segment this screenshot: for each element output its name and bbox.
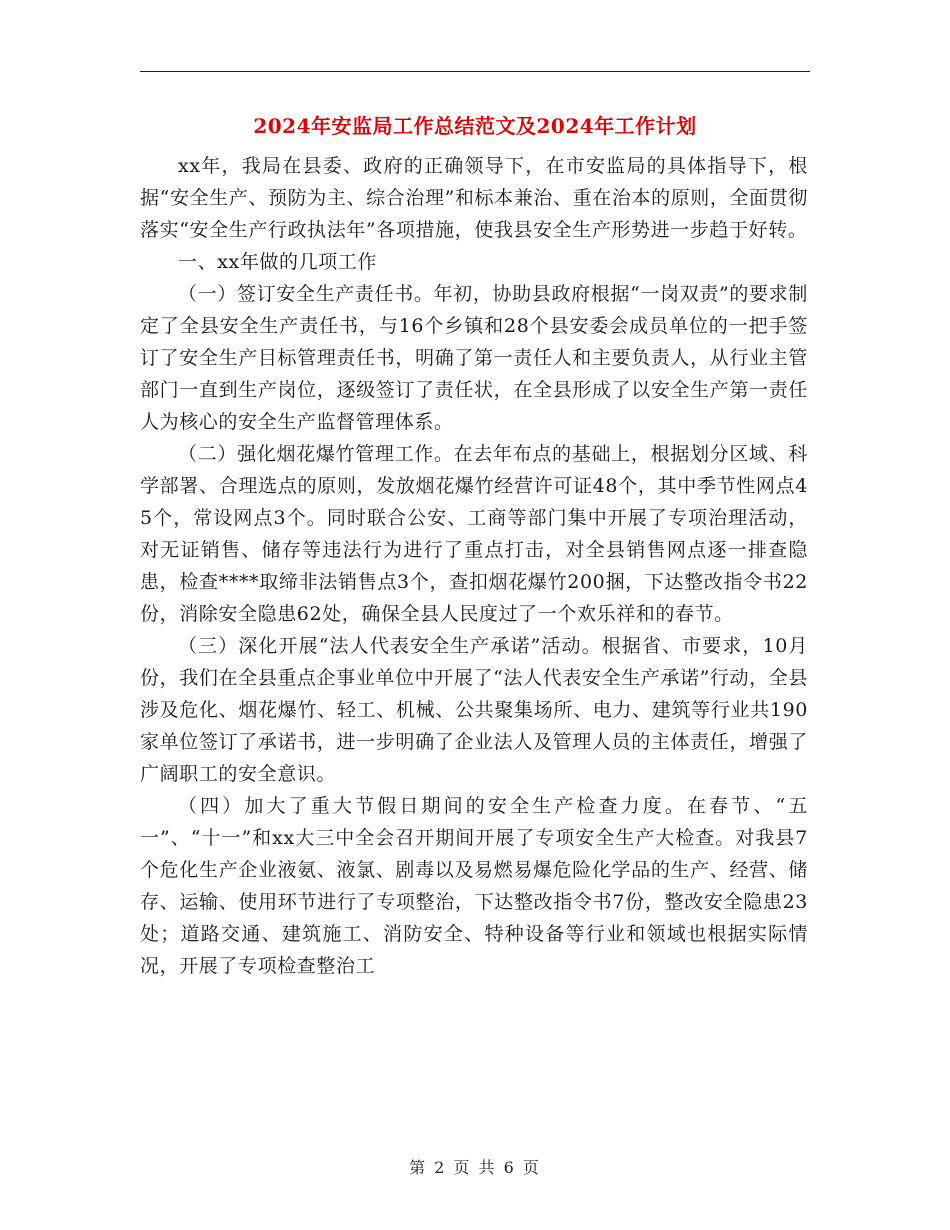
body-paragraph: （一）签订安全生产责任书。年初，协助县政府根据“一岗双责”的要求制定了全县安全生产责任书，与16个乡镇和28个县安委会成员单位的一把手签订了安全生产目标管理责任书，明确了第一责任人和主要负责人，从行业主管部门一直到生产岗位，逐级签订了责任状，在全县形成了以安全生产第一责任人为核心的安全生产监督管理体系。 [140, 283, 808, 433]
body-paragraph: （二）强化烟花爆竹管理工作。在去年布点的基础上，根据划分区域、科学部署、合理选点的原则，发放烟花爆竹经营许可证48个，其中季节性网点45个，常设网点3个。同时联合公安、工商等部门集中开展了专项治理活动，对无证销售、储存等违法行为进行了重点打击，对全县销售网点逐一排查隐患，检查****取缔非法销售点3个，查扣烟花爆竹200捆，下达整改指令书22份，消除安全隐患62处，确保全县人民度过了一个欢乐祥和的春节。 [140, 443, 808, 625]
header-rule [140, 71, 810, 72]
page-number-footer: 第 2 页 共 6 页 [409, 1158, 541, 1177]
section-heading: 一、xx年做的几项工作 [178, 251, 378, 273]
document-body [140, 150, 808, 982]
body-paragraph: （三）深化开展“法人代表安全生产承诺”活动。根据省、市要求，10月份，我们在全县重点企事业单位中开展了“法人代表安全生产承诺”行动，全县涉及危化、烟花爆竹、轻工、机械、公共聚集场所、电力、建筑等行业共190家单位签订了承诺书，进一步明确了企业法人及管理人员的主体责任，增强了广阔职工的安全意识。 [140, 635, 808, 785]
document-title: 2024年安监局工作总结范文及2024年工作计划 [253, 114, 697, 138]
intro-paragraph: xx年，我局在县委、政府的正确领导下，在市安监局的具体指导下，根据“安全生产、预防为主、综合治理”和标本兼治、重在治本的原则，全面贯彻落实“安全生产行政执法年”各项措施，使我县安全生产形势进一步趋于好转。 [140, 155, 808, 241]
body-paragraph: （四）加大了重大节假日期间的安全生产检查力度。在春节、“五一”、“十一”和xx大三中全会召开期间开展了专项安全生产大检查。对我县7个危化生产企业液氨、液氯、剧毒以及易燃易爆危险化学品的生产、经营、储存、运输、使用环节进行了专项整治，下达整改指令书7份，整改安全隐患23处；道路交通、建筑施工、消防安全、特种设备等行业和领域也根据实际情况，开展了专项检查整治工 [140, 795, 808, 977]
